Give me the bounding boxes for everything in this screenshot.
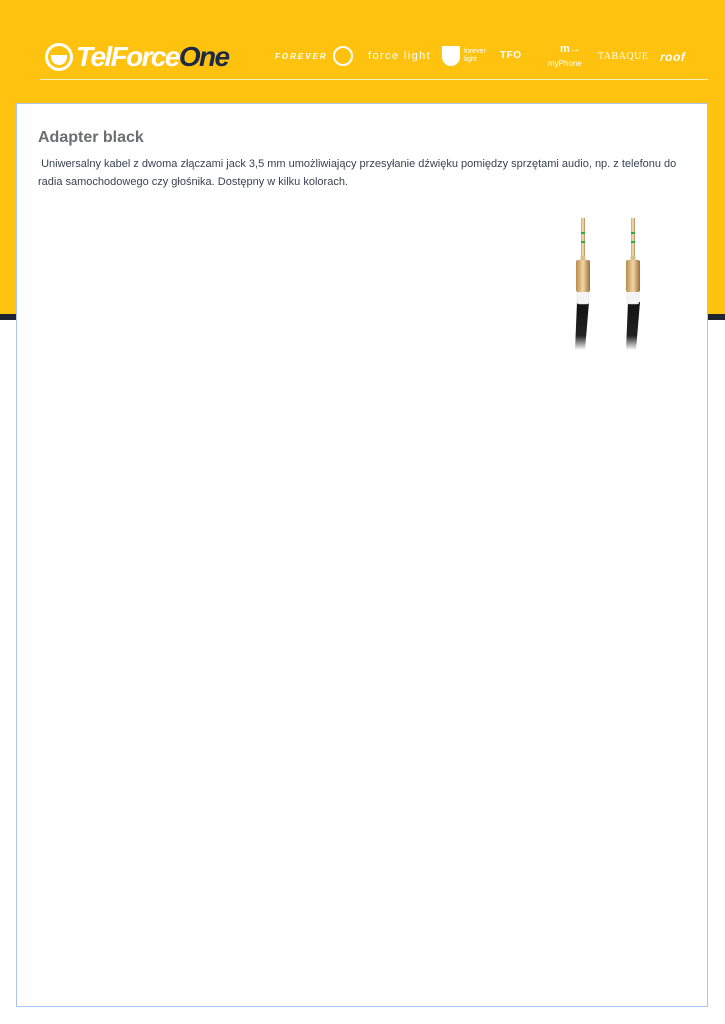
brand-logos [0,44,725,74]
brand-roof[interactable]: roof [660,50,686,64]
brand-badge-icon[interactable] [333,46,353,66]
brand-forever-light[interactable]: forever light [464,48,486,63]
brand-myphone-icon: m→ [560,43,581,55]
cable-plug-right [626,218,640,350]
brand-forever[interactable]: FOREVER [275,52,328,61]
product-description: Uniwersalny kabel z dwoma złączami jack 3,5 mm umożliwiający przesyłanie dźwięku pomiędzy sprzętami audio, np. z telefonu do radia samochodowego czy głośnika. Dostępny w kilku kolorach. [38,158,680,188]
brand-tabaque[interactable]: TABAQUE [598,51,649,62]
audio-cable-image [555,210,685,360]
brand-myphone[interactable]: myPhone [548,59,582,68]
cable-plug-left [575,218,590,350]
brand-forcelight[interactable]: force light [368,50,432,62]
brand-forever-light-icon[interactable] [442,46,460,66]
product-title: Adapter black [38,129,144,146]
brand-tfo[interactable]: TFO [500,50,522,61]
header-rule [40,79,708,80]
logo-text: TelForceOne [76,41,229,72]
